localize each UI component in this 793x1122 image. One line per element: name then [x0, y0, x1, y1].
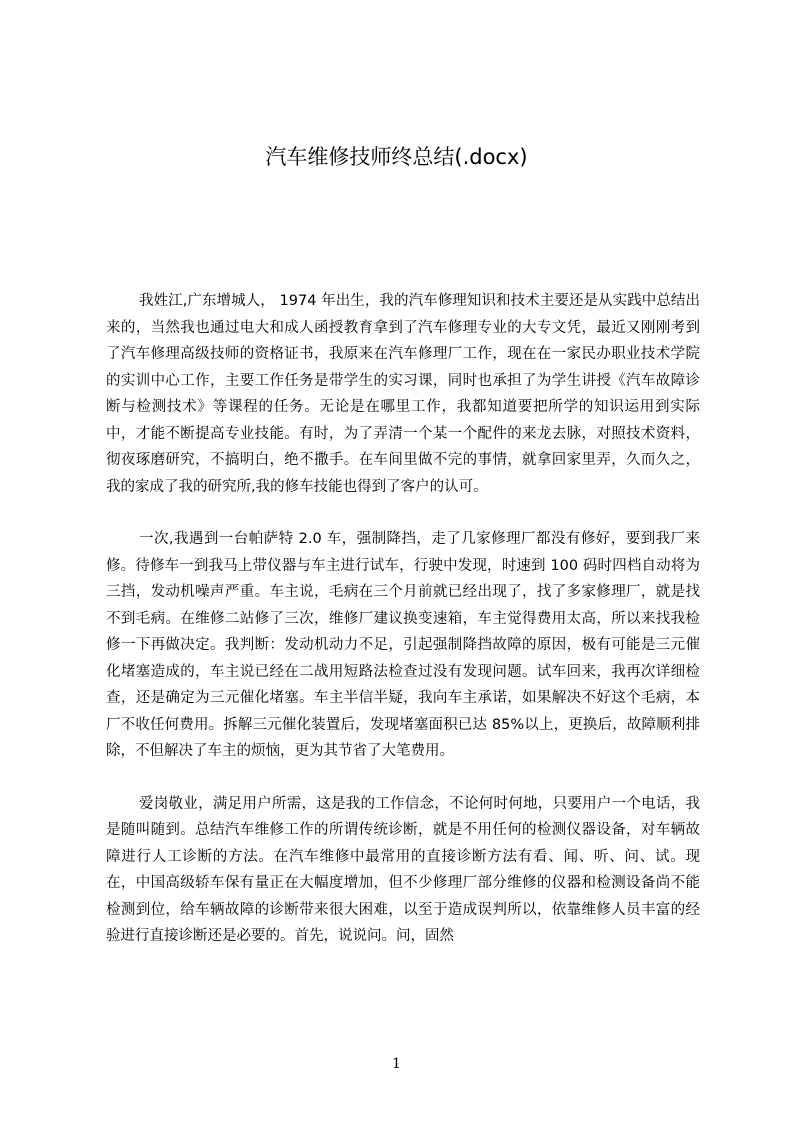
paragraph-intro: 我姓江,广东增城人， 1974 年出生，我的汽车修理知识和技术主要还是从实践中总结出来的，当然我也通过电大和成人函授教育拿到了汽车修理专业的大专文凭，最近又刚刚考到了汽车修理高级技师的资格证书，我原来在汽车修理厂工作，现在在一家民办职业技术学院的实训中心工作，主要工作任务是带学生的实习课，同时也承担了为学生讲授《汽车故障诊断与检测技术》等课程的任务。无论是在哪里工作，我都知道要把所学的知识运用到实际中，才能不断提高专业技能。有时，为了弄清一个某一个配件的来龙去脉，对照技术资料，彻夜琢磨研究，不搞明白，绝不撒手。在车间里做不完的事情，就拿回家里弄，久而久之，我的家成了我的研究所,我的修车技能也得到了客户的认可。 [106, 293, 700, 495]
document-title: 汽车维修技师终总结(.docx) [265, 145, 528, 169]
paragraph-diagnosis-methods: 爱岗敬业，满足用户所需，这是我的工作信念，不论何时何地，只要用户一个电话，我是随叫随到。总结汽车维修工作的所谓传统诊断，就是不用任何的检测仪器设备，对车辆故障进行人工诊断的方法。在汽车维修中最常用的直接诊断方法有看、闻、听、问、试。现在，中国高级轿车保有量正在大幅度增加，但不少修理厂部分维修的仪器和检测设备尚不能检测到位，给车辆故障的诊断带来很大困难，以至于造成误判所以，依靠维修人员丰富的经验进行直接诊断还是必要的。首先，说说问。问，固然 [106, 795, 700, 944]
paragraph-passat-case: 一次,我遇到一台帕萨特 2.0 车，强制降挡，走了几家修理厂都没有修好，要到我厂来修。待修车一到我马上带仪器与车主进行试车，行驶中发现，时速到 100 码时四档自动将为三挡，发动机噪声严重。车主说，毛病在三个月前就已经出现了，找了多家修理厂，就是找不到毛病。在维修二站修了三次，维修厂建议换变速箱，车主觉得费用太高，所以来找我检修一下再做决定。我判断：发动机动力不足，引起强制降挡故障的原因，极有可能是三元催化堵塞造成的，车主说已经在二战用短路法检查过没有发现问题。试车回来，我再次详细检查，还是确定为三元催化堵塞。车主半信半疑，我向车主承诺，如果解决不好这个毛病，本厂不收任何费用。拆解三元催化装置后，发现堵塞面积已达 85%以上，更换后，故障顺利排除，不但解决了车主的烦恼，更为其节省了大笔费用。 [106, 531, 700, 759]
page-number: 1 [392, 1056, 401, 1072]
document-body [106, 288, 700, 976]
